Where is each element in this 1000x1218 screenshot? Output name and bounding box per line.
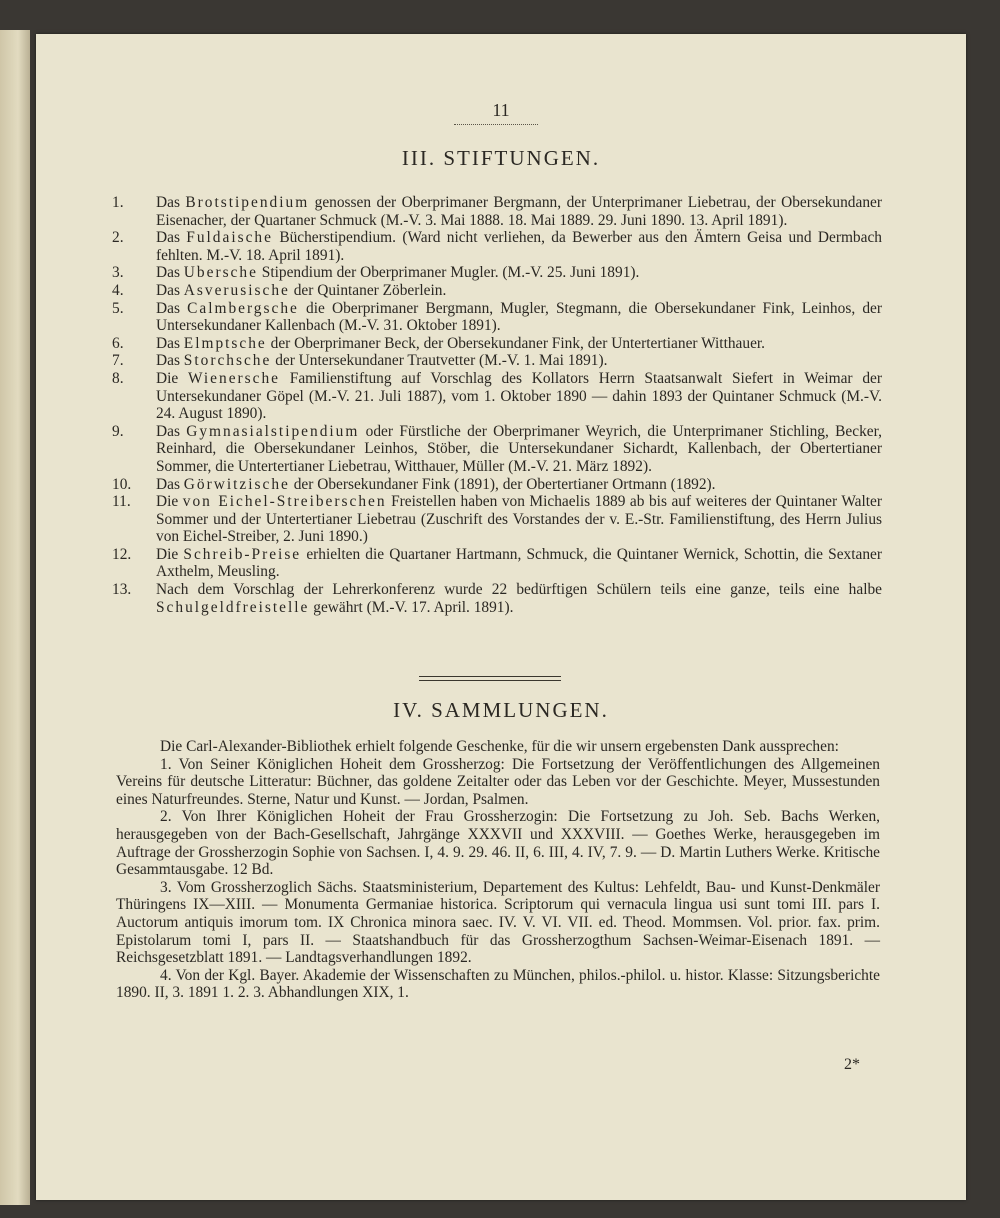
sammlungen-intro: Die Carl-Alexander-Bibliothek erhielt folgende Geschenke, für die wir unsern ergebensten Dank aussprechen: — [160, 738, 839, 755]
stipend-name: Schreib-Preise — [183, 545, 302, 563]
list-item — [112, 493, 882, 546]
item-lead: Das — [156, 422, 180, 440]
stiftungen-list — [112, 194, 882, 616]
list-item — [112, 264, 882, 282]
item-number: 8. — [112, 369, 124, 387]
item-lead: Das — [156, 281, 180, 299]
list-item — [112, 476, 882, 494]
list-item — [112, 581, 882, 616]
item-description: Familienstiftung auf Vorschlag des Kollators Herrn Staatsanwalt Siefert in Weimar der Untersekundaner Göpel (M.-V. 21. Juli 1887), vom 1. Oktober 1890 — dahin 1893 der Quintaner Schmuck (M.-V. 24. August 1890). — [156, 369, 882, 423]
stipend-name: Calmbergsche — [187, 299, 299, 317]
item-lead: Das — [156, 299, 180, 317]
item-description: genossen der Oberprimaner Bergmann, der Unterprimaner Liebetrau, der Obersekundaner Eisenacher, der Quartaner Schmuck (M.-V. 3. Mai 1888. 18. Mai 1889. 29. Juni 1890. 13. April 1891). — [156, 194, 882, 229]
item-description: der Oberprimaner Beck, der Obersekundaner Fink, der Untertertianer Witthauer. — [270, 334, 766, 352]
sammlungen-paragraph: 1. Von Seiner Königlichen Hoheit dem Grossherzog: Die Fortsetzung der Veröffentlichungen des Allgemeinen Vereins für deutsche Litteratur: Büchner, das goldene Zeitalter oder das Leben vor der Geschichte. Meyer, Mussestunden eines Naturfreundes. Sterne, Natur und Kunst. — Jordan, Psalmen. — [116, 755, 880, 808]
item-description: gewährt (M.-V. 17. April. 1891). — [313, 598, 514, 616]
item-lead: Das — [156, 229, 180, 247]
item-text — [156, 282, 882, 300]
sammlungen-paragraph: 4. Von der Kgl. Bayer. Akademie der Wissenschaften zu München, philos.-philol. u. histor. Klasse: Sitzungsberichte 1890. II, 3. 1891 1. 2. 3. Abhandlungen XIX, 1. — [116, 966, 880, 1002]
item-description: oder Fürstliche der Oberprimaner Weyrich, die Unterprimaner Stichling, Becker, Reinhard, die Obersekundaner Leinhos, Stöber, die Untersekundaner Sichardt, Kallenbach, der Obertertianer Sommer, die Untertertianer Liebetrau, Witthauer, Müller (M.-V. 21. März 1892). — [156, 422, 882, 475]
item-text — [156, 476, 882, 494]
list-item — [112, 335, 882, 353]
stipend-name: Gymnasialstipendium — [186, 422, 360, 440]
item-description: Stipendium der Oberprimaner Mugler. (M.-V. 25. Juni 1891). — [261, 264, 640, 282]
item-text — [156, 229, 882, 264]
stipend-name: Brotstipendium — [185, 194, 310, 211]
item-number: 5. — [112, 299, 124, 317]
item-lead: Die — [156, 545, 179, 563]
section-heading-stiftungen: III. STIFTUNGEN. — [401, 146, 601, 170]
section-divider — [419, 676, 561, 681]
list-item — [112, 229, 882, 264]
item-number: 4. — [112, 281, 124, 299]
item-text — [156, 194, 882, 229]
list-item — [112, 300, 882, 335]
item-number: 10. — [112, 475, 132, 493]
list-item — [112, 282, 882, 300]
item-text — [156, 581, 882, 616]
section-heading-sammlungen: IV. SAMMLUNGEN. — [393, 698, 609, 722]
item-lead: Die — [156, 493, 179, 511]
item-lead: Das — [156, 352, 180, 370]
item-number: 6. — [112, 334, 124, 352]
item-text — [156, 423, 882, 476]
stipend-name: Fuldaische — [186, 229, 273, 247]
sammlungen-paragraph: 3. Vom Grossherzoglich Sächs. Staatsministerium, Departement des Kultus: Lehfeldt, Bau- und Kunst-Denkmäler Thüringens IX—XIII. — Monumenta Germaniae historica. Scriptorum qui vernacula lingua usi sunt tomi III. pars I. Auctorum antiquis imorum tom. IX Chronica minora saec. IV. V. VI. VII. ed. Theod. Mommsen. Vol. prior. fax. prim. Epistolarum tomi I, pars II. — Staatshandbuch für das Grossherzogthum Sachsen-Weimar-Eisenach 1891. — Reichsgesetzblatt 1891. — Landtagsverhandlungen 1892. — [116, 878, 880, 967]
stipend-name: Asverusische — [183, 281, 290, 299]
item-number: 13. — [112, 581, 132, 599]
item-number: 7. — [112, 352, 124, 370]
item-number: 2. — [112, 229, 124, 247]
item-text — [156, 546, 882, 581]
signature-mark: 2* — [844, 1056, 860, 1073]
list-item — [112, 194, 882, 229]
item-text — [156, 352, 882, 370]
item-text — [156, 300, 882, 335]
item-description: Bücherstipendium. (Ward nicht verliehen, da Bewerber aus den Ämtern Geisa und Dermbach fehlten. M.-V. 18. April 1891). — [156, 229, 882, 264]
sammlungen-paragraph: 2. Von Ihrer Königlichen Hoheit der Frau Grossherzogin: Die Fortsetzung zu Joh. Seb. Bachs Werken, herausgegeben von der Bach-Gesellschaft, Jahrgänge XXXVII und XXXVIII. — Goethes Werke, herausgegeben im Auftrage der Grossherzogin Sophie von Sachsen. I, 4. 9. 29. 46. II, 6. III, 4. IV, 7. 9. — D. Martin Luthers Werke. Kritische Gesammtausgabe. 12 Bd. — [116, 808, 880, 879]
list-item — [112, 352, 882, 370]
item-number: 1. — [112, 194, 124, 211]
item-text — [156, 264, 882, 282]
ornamental-rule — [454, 124, 538, 129]
sammlungen-body — [116, 738, 880, 1002]
item-text — [156, 370, 882, 423]
item-number: 11. — [112, 493, 131, 511]
item-lead: Das — [156, 194, 180, 211]
item-number: 9. — [112, 422, 124, 440]
item-description: Freistellen haben von Michaelis 1889 ab bis auf weiteres der Quintaner Walter Sommer und der Untertertianer Liebetrau (Zuschrift des Vorstandes der v. E.-Str. Familienstiftung, des Herrn Julius von Eichel-Streiber, 2. Juni 1890.) — [156, 493, 882, 546]
book-spine — [0, 30, 30, 1205]
item-description: der Untersekundaner Trautvetter (M.-V. 1. Mai 1891). — [275, 352, 608, 370]
item-lead: Die — [156, 369, 179, 387]
item-description: der Quintaner Zöberlein. — [293, 281, 447, 299]
item-lead: Das — [156, 264, 180, 282]
item-text — [156, 493, 882, 546]
stipend-name: von Eichel-Streiberschen — [182, 493, 387, 511]
stipend-name: Ubersche — [183, 264, 258, 282]
item-lead: Das — [156, 334, 180, 352]
document-page — [36, 34, 966, 1200]
item-description: erhielten die Quartaner Hartmann, Schmuck, die Quintaner Wernick, Schottin, die Sextaner Axthelm, Meusling. — [156, 545, 882, 581]
item-description: die Oberprimaner Bergmann, Mugler, Stegmann, die Obersekundaner Fink, Leinhos, der Untersekundaner Kallenbach (M.-V. 31. Oktober 1891). — [156, 299, 882, 335]
item-description: Nach dem Vorschlag der Lehrerkonferenz wurde 22 bedürftigen Schülern teils eine ganze, teils eine halbe — [156, 581, 882, 599]
stipend-name: Görwitzische — [183, 475, 290, 493]
item-text — [156, 335, 882, 353]
list-item — [112, 546, 882, 581]
list-item — [112, 423, 882, 476]
item-description: der Obersekundaner Fink (1891), der Obertertianer Ortmann (1892). — [293, 475, 716, 493]
stipend-name: Schulgeldfreistelle — [156, 598, 310, 616]
item-number: 12. — [112, 545, 132, 563]
stipend-name: Wienersche — [188, 369, 281, 387]
item-number: 3. — [112, 264, 124, 282]
page-number: 11 — [492, 100, 510, 120]
item-lead: Das — [156, 475, 180, 493]
list-item — [112, 370, 882, 423]
stipend-name: Elmptsche — [183, 334, 267, 352]
stipend-name: Storchsche — [183, 352, 272, 370]
